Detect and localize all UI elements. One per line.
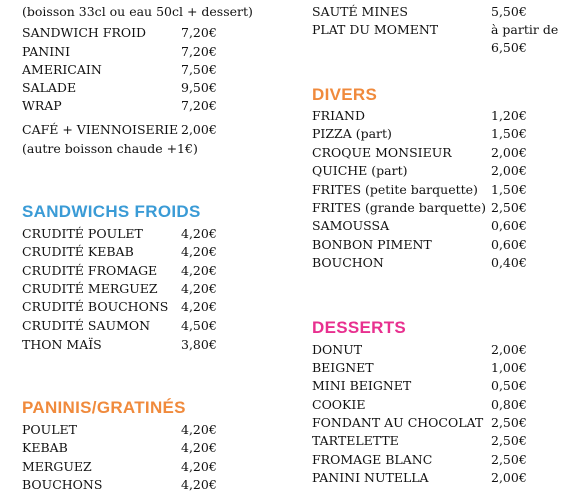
item-price: 4,20€ bbox=[181, 459, 217, 474]
item-name: SAUTÉ MINES bbox=[312, 4, 408, 19]
item-name: KEBAB bbox=[22, 440, 68, 455]
item-price: 2,00€ bbox=[491, 163, 527, 178]
section-heading-paninis: PANINIS/GRATINÉS bbox=[22, 398, 186, 417]
item-name: FRITES (grande barquette) bbox=[312, 200, 486, 215]
item-price: 0,80€ bbox=[491, 397, 527, 412]
item-name: PANINI NUTELLA bbox=[312, 470, 429, 485]
item-name: CRUDITÉ KEBAB bbox=[22, 244, 134, 259]
item-name: AMERICAIN bbox=[22, 62, 102, 77]
item-name: BOUCHONS bbox=[22, 477, 103, 492]
menu-item bbox=[312, 181, 565, 199]
item-price: 2,50€ bbox=[491, 452, 527, 467]
cafe-note-text: (autre boisson chaude +1€) bbox=[22, 141, 198, 156]
menu-item bbox=[22, 421, 262, 439]
item-price: 2,00€ bbox=[491, 342, 527, 357]
item-name: MINI BEIGNET bbox=[312, 378, 412, 393]
item-price: 4,20€ bbox=[181, 440, 217, 455]
item-name: SANDWICH FROID bbox=[22, 25, 147, 40]
item-name: FRIAND bbox=[312, 108, 366, 123]
menu-item bbox=[22, 97, 262, 115]
item-name: POULET bbox=[22, 422, 77, 437]
menu-item bbox=[312, 396, 565, 414]
item-price: 9,50€ bbox=[181, 80, 217, 95]
menu-item bbox=[312, 217, 565, 235]
formula-note-text: (boisson 33cl ou eau 50cl + dessert) bbox=[22, 4, 253, 19]
item-name: BEIGNET bbox=[312, 360, 374, 375]
item-name: SAMOUSSA bbox=[312, 218, 390, 233]
item-price: 7,20€ bbox=[181, 44, 217, 59]
item-name: DONUT bbox=[312, 342, 363, 357]
item-name: PLAT DU MOMENT bbox=[312, 22, 439, 37]
item-price: 2,50€ bbox=[491, 200, 527, 215]
item-name: CRUDITÉ FROMAGE bbox=[22, 263, 158, 278]
item-price: 5,50€ bbox=[491, 4, 527, 19]
menu-item bbox=[312, 254, 565, 272]
item-price: 4,20€ bbox=[181, 281, 217, 296]
menu-item bbox=[22, 243, 262, 261]
menu-item bbox=[22, 61, 262, 79]
item-price: 4,20€ bbox=[181, 263, 217, 278]
item-name: PIZZA (part) bbox=[312, 126, 392, 141]
section-heading-desserts: DESSERTS bbox=[312, 318, 407, 337]
item-price: 4,20€ bbox=[181, 422, 217, 437]
menu-item bbox=[22, 336, 262, 354]
formula-note bbox=[22, 3, 262, 21]
item-price: 1,20€ bbox=[491, 108, 527, 123]
item-name: BONBON PIMENT bbox=[312, 237, 432, 252]
item-price: 4,20€ bbox=[181, 477, 217, 492]
menu-item bbox=[312, 3, 565, 21]
item-price: 1,50€ bbox=[491, 126, 527, 141]
item-price: 2,50€ bbox=[491, 415, 527, 430]
item-price: 6,50€ bbox=[491, 40, 527, 55]
item-price: 2,00€ bbox=[491, 145, 527, 160]
menu-item bbox=[312, 144, 565, 162]
item-name: CAFÉ + VIENNOISERIE bbox=[22, 122, 179, 137]
item-price: 2,50€ bbox=[491, 433, 527, 448]
item-name: CRUDITÉ MERGUEZ bbox=[22, 281, 158, 296]
item-price: 4,20€ bbox=[181, 226, 217, 241]
item-price: 7,20€ bbox=[181, 25, 217, 40]
menu-item bbox=[312, 414, 565, 432]
menu-item bbox=[312, 377, 565, 395]
menu-item bbox=[22, 439, 262, 457]
section-heading-divers: DIVERS bbox=[312, 85, 378, 104]
item-name: QUICHE (part) bbox=[312, 163, 408, 178]
item-price: 0,60€ bbox=[491, 218, 527, 233]
menu-item bbox=[312, 199, 565, 217]
item-price: 7,20€ bbox=[181, 98, 217, 113]
item-price: 2,00€ bbox=[181, 122, 217, 137]
menu-item bbox=[22, 43, 262, 61]
menu-item bbox=[312, 162, 565, 180]
item-name: TARTELETTE bbox=[312, 433, 399, 448]
item-price: 3,80€ bbox=[181, 337, 217, 352]
menu-item bbox=[312, 21, 565, 39]
menu-item bbox=[22, 476, 262, 494]
item-name: MERGUEZ bbox=[22, 459, 92, 474]
item-name: CRUDITÉ BOUCHONS bbox=[22, 299, 169, 314]
item-price: 4,20€ bbox=[181, 299, 217, 314]
menu-item bbox=[22, 79, 262, 97]
menu-item bbox=[22, 225, 262, 243]
menu-item bbox=[312, 107, 565, 125]
item-name: COOKIE bbox=[312, 397, 366, 412]
item-name: FRITES (petite barquette) bbox=[312, 182, 478, 197]
menu-item bbox=[312, 125, 565, 143]
cafe-note bbox=[22, 140, 262, 158]
item-price: 1,00€ bbox=[491, 360, 527, 375]
item-name: FONDANT AU CHOCOLAT bbox=[312, 415, 484, 430]
menu-item bbox=[22, 317, 262, 335]
item-price: 4,20€ bbox=[181, 244, 217, 259]
item-name: SALADE bbox=[22, 80, 77, 95]
item-price: 2,00€ bbox=[491, 470, 527, 485]
item-price: 0,40€ bbox=[491, 255, 527, 270]
item-price: 1,50€ bbox=[491, 182, 527, 197]
menu-item bbox=[312, 236, 565, 254]
menu-item bbox=[312, 359, 565, 377]
item-name: FROMAGE BLANC bbox=[312, 452, 433, 467]
menu-item bbox=[22, 280, 262, 298]
item-name: BOUCHON bbox=[312, 255, 384, 270]
item-name: CRUDITÉ SAUMON bbox=[22, 318, 151, 333]
item-name: CROQUE MONSIEUR bbox=[312, 145, 452, 160]
item-price: 4,50€ bbox=[181, 318, 217, 333]
item-name: WRAP bbox=[22, 98, 62, 113]
section-heading-sandwichs: SANDWICHS FROIDS bbox=[22, 202, 201, 221]
menu-item bbox=[312, 341, 565, 359]
menu-item bbox=[22, 262, 262, 280]
menu-item bbox=[22, 458, 262, 476]
item-price: 0,50€ bbox=[491, 378, 527, 393]
item-name: CRUDITÉ POULET bbox=[22, 226, 143, 241]
menu-item bbox=[312, 469, 565, 487]
item-price: à partir de bbox=[491, 22, 559, 37]
item-price: 7,50€ bbox=[181, 62, 217, 77]
item-name: THON MAÏS bbox=[22, 337, 102, 352]
item-name: PANINI bbox=[22, 44, 71, 59]
menu-item bbox=[312, 451, 565, 469]
menu-item bbox=[22, 298, 262, 316]
menu-item bbox=[22, 121, 262, 139]
menu-item-price-continued bbox=[312, 39, 565, 57]
menu-item bbox=[312, 432, 565, 450]
menu-item bbox=[22, 24, 262, 42]
item-price: 0,60€ bbox=[491, 237, 527, 252]
